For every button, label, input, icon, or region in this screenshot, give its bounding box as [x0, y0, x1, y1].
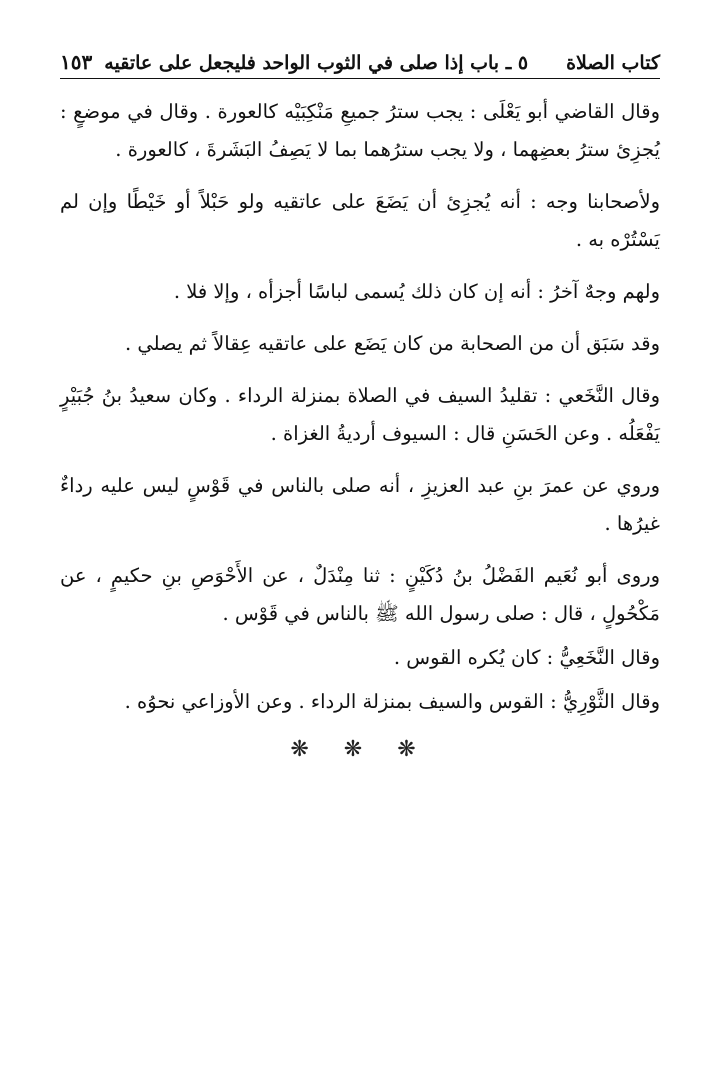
section-end-ornament: ❋ ❋ ❋	[290, 737, 430, 762]
paragraph-1: وقال القاضي أبو يَعْلَى : يجب سترُ جميعِ مَنْكِبَيْه كالعورة . وقال في موضعٍ : يُجزِئ سترُ بعضِهما ، ولا يجب سترُهما بما لا يَصِفُ البَشَرةَ ، كالعورة .	[60, 100, 660, 161]
page-header	[60, 40, 660, 79]
page-number: ١٥٣	[60, 50, 93, 74]
paragraph-9: وقال الثَّوْرِيُّ : القوس والسيف بمنزلة الرداء . وعن الأوزاعي نحوُه .	[124, 690, 660, 713]
paragraph-5: وقال النَّخَعي : تقليدُ السيف في الصلاة بمنزلة الرداء . وكان سعيدُ بنُ جُبَيْرٍ يَفْعَلُه . وعن الحَسَنِ قال : السيوف أرديةُ الغزاة .	[60, 384, 660, 445]
paragraph-6: وروي عن عمرَ بنِ عبد العزيزِ ، أنه صلى بالناس في قَوْسٍ ليس عليه رداءٌ غيرُها .	[60, 474, 660, 535]
paragraph-8: وقال النَّخَعِيُّ : كان يُكره القوس .	[393, 646, 660, 669]
body-text	[60, 93, 660, 721]
paragraph-3: ولهم وجهٌ آخرُ : أنه إن كان ذلك يُسمى لباسًا أجزأه ، وإلا فلا .	[173, 280, 660, 303]
paragraph-7: وروى أبو نُعَيم الفَضْلُ بنُ دُكَيْنٍ : ثنا مِنْدَلٌ ، عن الأَحْوَصِ بنِ حكيمٍ ، عن مَكْحُولٍ ، قال : صلى رسول الله ﷺ بالناس في قَوْس .	[60, 564, 660, 625]
paragraph-2: ولأصحابنا وجه : أنه يُجزِئ أن يَضَعَ على عاتقيه ولو حَبْلاً أو خَيْطًا وإن لم يَسْتُرْه به .	[60, 190, 660, 251]
book-title: كتاب الصلاة	[566, 52, 660, 74]
page	[60, 40, 660, 762]
paragraph-4: وقد سَبَق أن من الصحابة من كان يَضَع على عاتقيه عِقالاً ثم يصلي .	[124, 332, 660, 355]
header-titles	[104, 52, 660, 74]
chapter-title: ٥ ـ باب إذا صلى في الثوب الواحد فليجعل على عاتقيه	[104, 52, 529, 74]
